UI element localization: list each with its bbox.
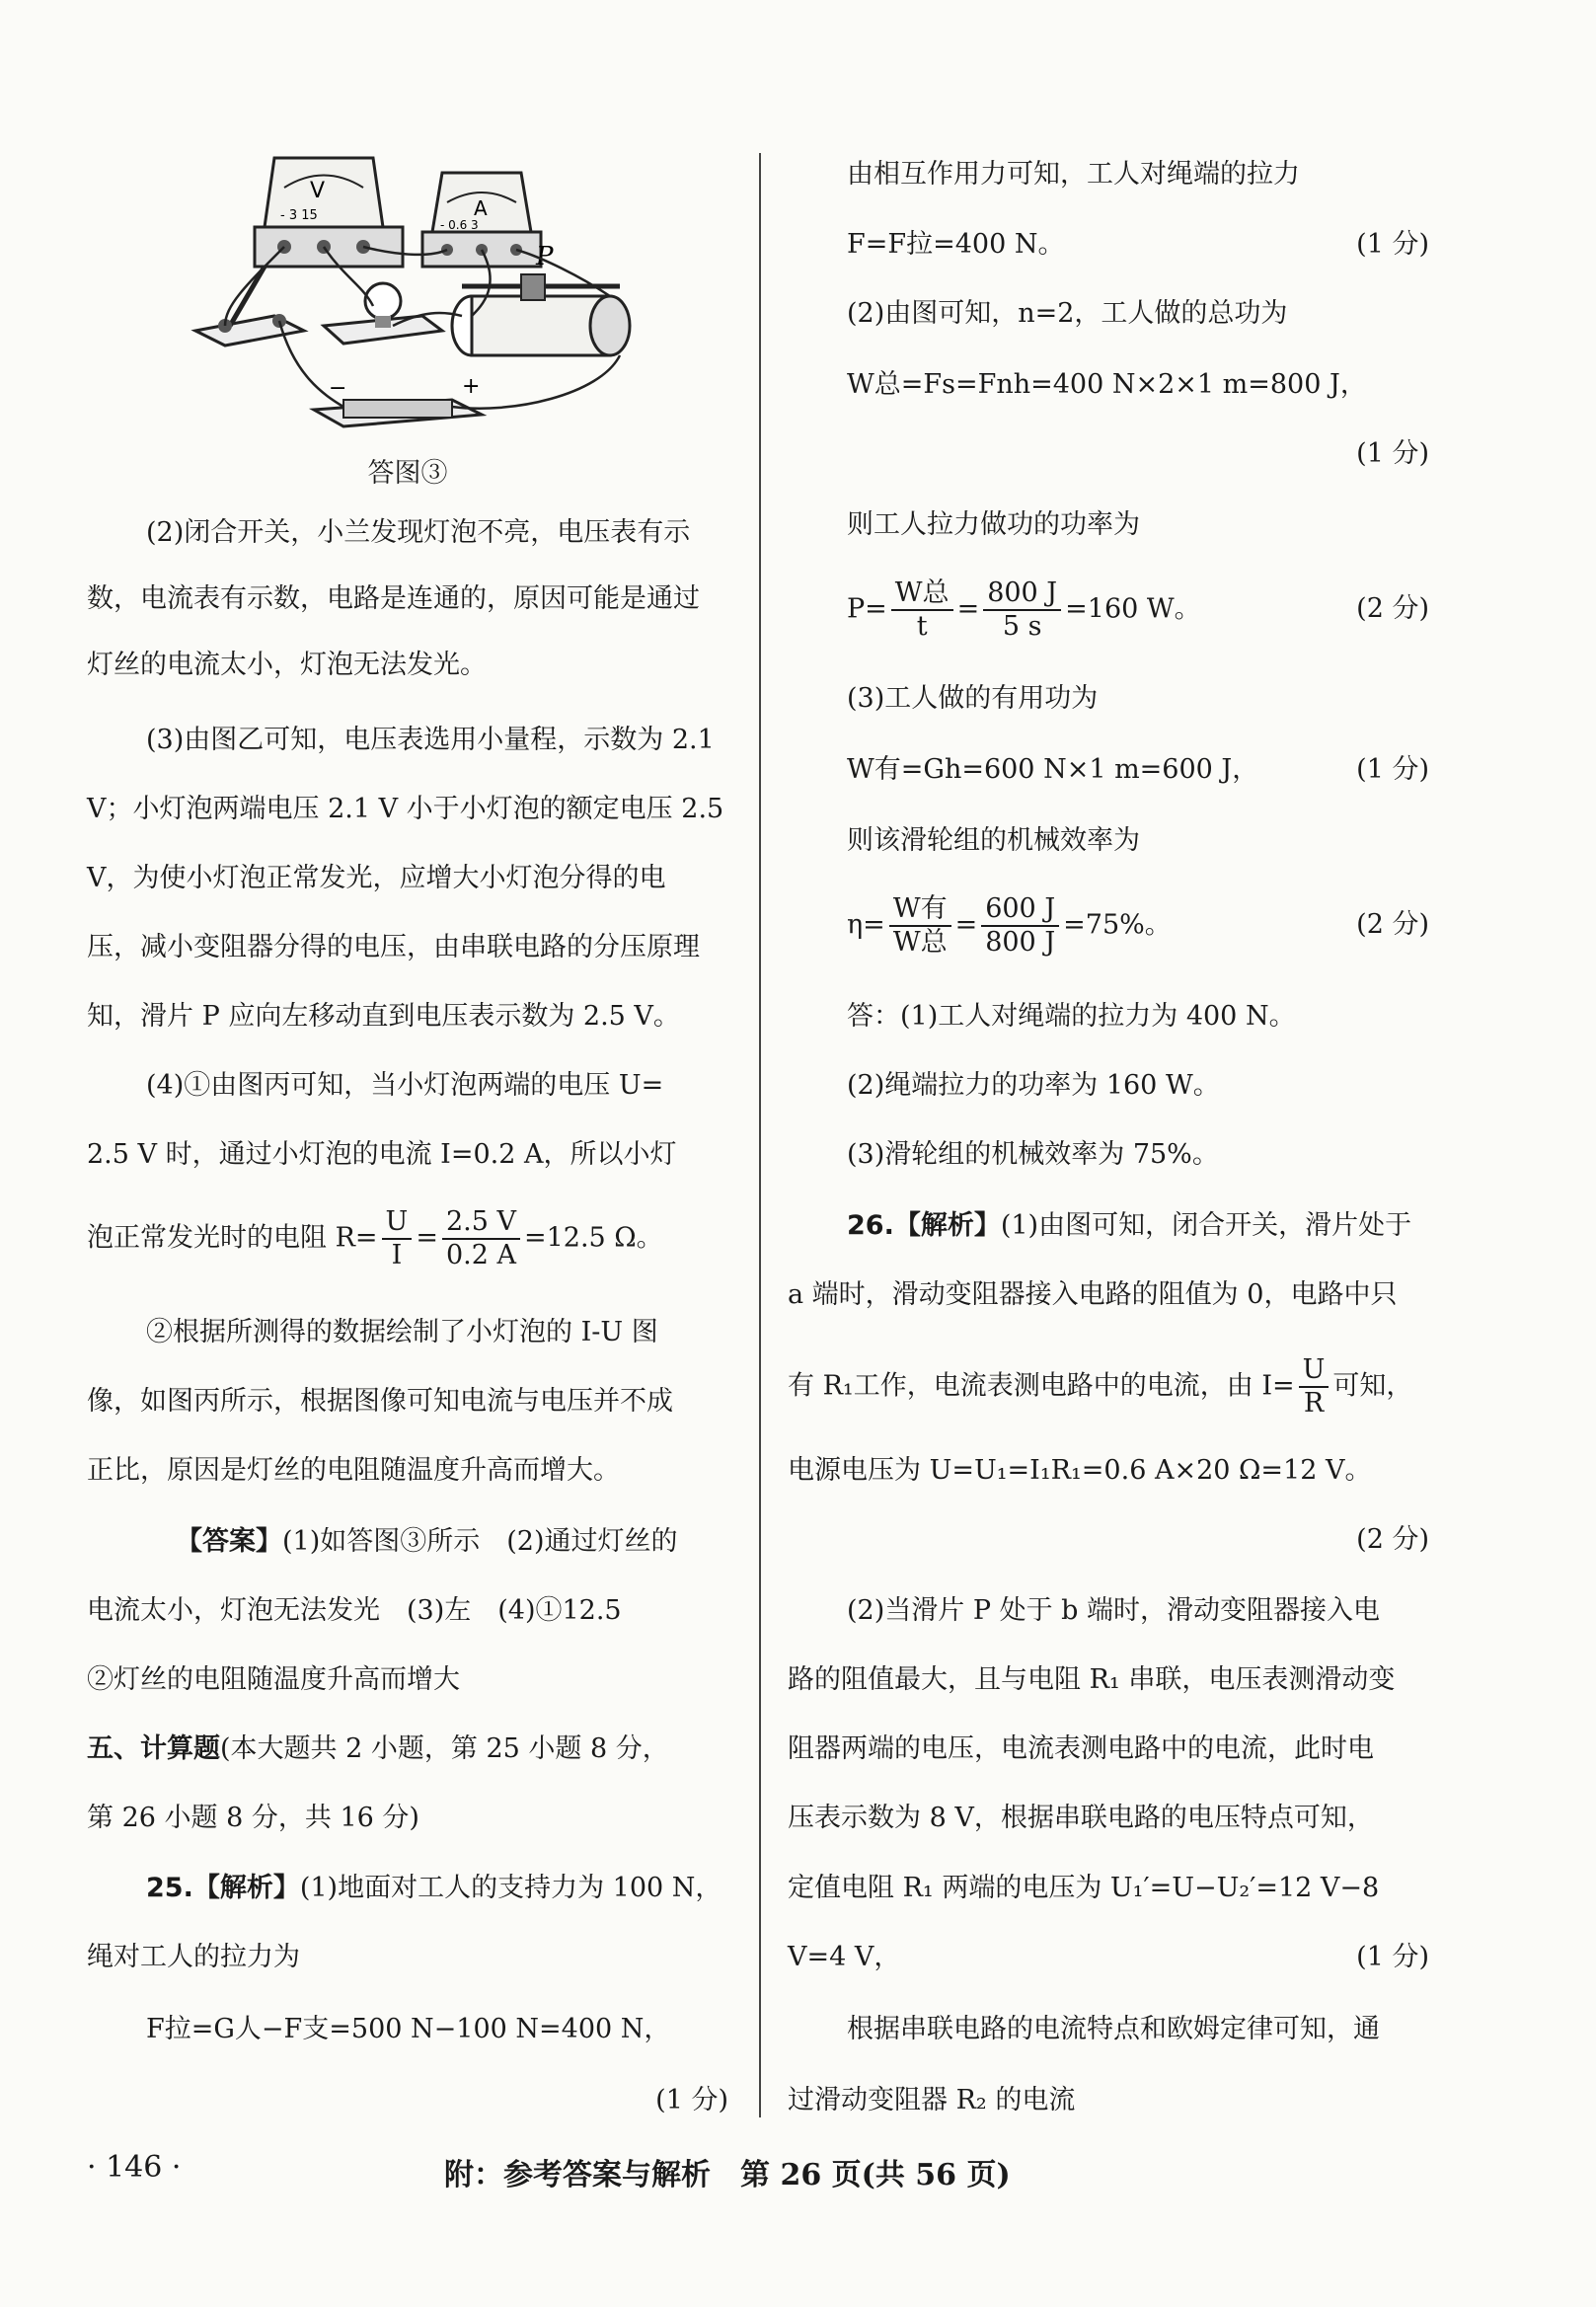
formula-line [788,750,1429,790]
text-line: 定值电阻 R₁ 两端的电压为 U₁′=U−U₂′=12 V−8 [788,1873,1380,1903]
section-title: 五、计算题 [87,1733,220,1764]
fraction [382,1206,413,1271]
text-line: 像，如图丙所示，根据图像可知电流与电压并不成 [87,1386,673,1417]
denominator: I [391,1240,403,1270]
voltmeter-label: V [310,179,326,203]
formula-text: 可知， [1332,1370,1413,1402]
text-line: 第 26 小题 8 分，共 16 分) [87,1803,419,1833]
circuit-figure [186,148,659,434]
numerator: W总 [891,577,953,611]
formula-text: = [954,909,978,941]
text-line: 阻器两端的电压，电流表测电路中的电流，此时电 [788,1733,1374,1764]
formula-text: 有 R₁工作，电流表测电路中的电流，由 I= [788,1370,1295,1402]
answer-text: (1)如答图③所示 (2)通过灯丝的 [282,1526,678,1557]
analysis-label: 25.【解析】 [146,1873,300,1903]
text-line: (2)闭合开关，小兰发现灯泡不亮，电压表有示 [146,517,691,548]
denominator: t [916,611,928,642]
analysis-label: 26.【解析】 [847,1210,1001,1241]
denominator: 5 s [1002,611,1042,642]
text-line: (4)①由图丙可知，当小灯泡两端的电压 U= [146,1070,664,1101]
text-line: 灯丝的电流太小，灯泡无法发光。 [87,650,487,680]
text-line: (2)由图可知，n=2，工人做的总功为 [847,298,1288,329]
formula-line: F拉=G人−F支=500 N−100 N=400 N， [146,2014,671,2044]
score: (1 分) [1356,438,1429,469]
score: (1 分) [1356,754,1429,785]
text-line: 过滑动变阻器 R₂ 的电流 [788,2085,1076,2115]
answer-line [87,1522,728,1562]
analysis-text: (1)地面对工人的支持力为 100 N， [299,1873,722,1903]
fraction [442,1206,520,1271]
battery-minus: − [329,376,347,401]
fraction [983,577,1061,643]
denominator: 0.2 A [445,1240,516,1270]
text-line: 2.5 V 时，通过小灯泡的电流 I=0.2 A，所以小灯 [87,1139,677,1170]
power-formula [788,577,1429,643]
text-line: 路的阻值最大，且与电阻 R₁ 串联，电压表测滑动变 [788,1664,1396,1695]
analysis-line [788,1206,1429,1246]
battery-plus: + [462,374,481,399]
text-line: (2)当滑片 P 处于 b 端时，滑动变阻器接入电 [847,1595,1381,1626]
ohm-formula [788,1354,1429,1420]
text-line: 正比，原因是灯丝的电阻随温度升高而增大。 [87,1455,620,1486]
formula-line: 电源电压为 U=U₁=I₁R₁=0.6 A×20 Ω=12 V。 [788,1455,1372,1486]
formula-line: W总=Fs=Fnh=400 N×2×1 m=800 J， [847,369,1367,400]
text-line: 则该滑轮组的机械效率为 [847,825,1140,856]
formula-text: P= [847,593,887,625]
column-divider [759,153,761,2117]
numerator: 800 J [983,577,1061,611]
formula-text: =75%。 [1063,909,1172,941]
page-number: · 146 · [87,2150,182,2185]
formula-text: F=F拉=400 N。 [847,229,1065,260]
formula-line [788,1938,1429,1977]
text-line: (3)滑轮组的机械效率为 75%。 [847,1139,1219,1170]
ammeter-terminals: - 0.6 3 [440,218,479,232]
text-line: 电流太小，灯泡无法发光 (3)左 (4)①12.5 [87,1595,622,1626]
text-line: ②灯丝的电阻随温度升高而增大 [87,1664,460,1695]
formula-text: V=4 V， [788,1942,901,1972]
text-line: 根据串联电路的电流特点和欧姆定律可知，通 [847,2014,1380,2044]
formula-text: 泡正常发光时的电阻 R= [87,1222,378,1254]
figure-caption: 答图③ [367,458,448,489]
resistance-formula [87,1206,728,1271]
formula-line [788,225,1429,265]
numerator: W有 [889,893,951,927]
fraction [889,893,951,959]
section-text: (本大题共 2 小题，第 25 小题 8 分， [220,1733,669,1764]
denominator: 800 J [985,927,1056,958]
text-line: 数，电流表有示数，电路是连通的，原因可能是通过 [87,583,700,614]
text-line: V；小灯泡两端电压 2.1 V 小于小灯泡的额定电压 2.5 [87,794,724,824]
numerator: 2.5 V [442,1206,520,1240]
formula-text: =160 W。 [1065,593,1201,625]
slider-label: P [536,242,554,271]
switch [195,267,304,346]
score: (1 分) [655,2085,728,2115]
score: (1 分) [1356,229,1429,260]
text-line: 压，减小变阻器分得的电压，由串联电路的分压原理 [87,932,700,962]
analysis-line [87,1869,728,1908]
fraction [891,577,953,643]
score: (2 分) [1356,593,1429,624]
text-line: 知，滑片 P 应向左移动直到电压表示数为 2.5 V。 [87,1001,680,1032]
formula-text: = [956,593,980,625]
denominator: R [1303,1388,1325,1419]
score: (2 分) [1356,1524,1429,1555]
text-line: 答：(1)工人对绳端的拉力为 400 N。 [847,1001,1296,1032]
formula-text: W有=Gh=600 N×1 m=600 J， [847,754,1259,785]
text-line: 则工人拉力做功的功率为 [847,509,1140,540]
efficiency-formula [788,893,1429,959]
numerator: U [382,1206,413,1240]
battery [314,374,482,426]
section-heading [87,1730,728,1769]
footer-title: 附：参考答案与解析 第 26 页(共 56 页) [444,2158,1011,2192]
text-line: (3)由图乙可知，电压表选用小量程，示数为 2.1 [146,725,715,755]
numerator: 600 J [981,893,1059,927]
ammeter-label: A [474,196,488,220]
fraction [1299,1354,1330,1420]
score: (1 分) [1356,1942,1429,1972]
numerator: U [1299,1354,1330,1388]
text-line: (3)工人做的有用功为 [847,683,1099,714]
text-line: a 端时，滑动变阻器接入电路的阻值为 0，电路中只 [788,1279,1398,1310]
analysis-text: (1)由图可知，闭合开关，滑片处于 [1000,1210,1412,1241]
text-line: 由相互作用力可知，工人对绳端的拉力 [847,159,1300,190]
fraction [981,893,1059,959]
voltmeter-terminals: - 3 15 [280,208,318,223]
text-line: (2)绳端拉力的功率为 160 W。 [847,1070,1220,1101]
formula-text: =12.5 Ω。 [523,1222,663,1254]
text-line: 压表示数为 8 V，根据串联电路的电压特点可知， [788,1803,1374,1833]
formula-text: η= [847,909,885,941]
denominator: W总 [892,927,948,958]
text-line: ②根据所测得的数据绘制了小灯泡的 I-U 图 [146,1317,658,1347]
answer-label: 【答案】 [176,1526,282,1557]
text-line: V，为使小灯泡正常发光，应增大小灯泡分得的电 [87,863,666,893]
formula-text: = [416,1222,438,1254]
score: (2 分) [1356,909,1429,940]
text-line: 绳对工人的拉力为 [87,1942,300,1972]
